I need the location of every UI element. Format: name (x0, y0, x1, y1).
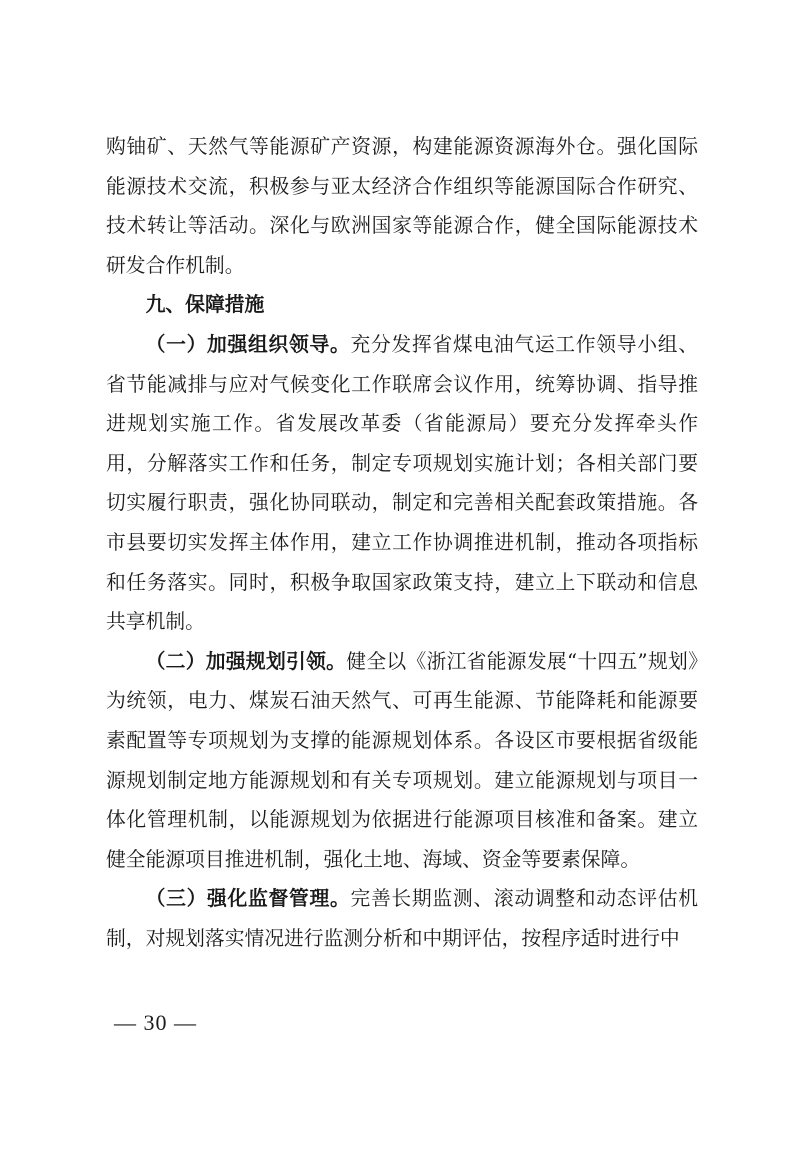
paragraph-text: 完善长期监测、滚动调整和动态评估机制，对规划落实情况进行监测分析和中期评估，按程序适时进行中 (106, 887, 698, 950)
document-body (106, 127, 698, 958)
section-heading: 九、保障措施 (145, 293, 265, 317)
paragraph-planning (106, 642, 698, 880)
paragraph-continuation (106, 127, 698, 285)
paragraph-lead: （一）加强组织领导。 (145, 332, 351, 356)
paragraph-organization (106, 325, 698, 642)
paragraph-text: 健全以《浙江省能源发展“十四五”规划》为统领，电力、煤炭石油天然气、可再生能源、节能降耗和能源要素配置等专项规划为支撑的能源规划体系。各设区市要根据省级能源规划制定地方能源规划和有关专项规划。建立能源规划与项目一体化管理机制，以能源规划为依据进行能源项目核准和备案。建立健全能源项目推进机制，强化土地、海域、资金等要素保障。 (106, 649, 698, 871)
paragraph-text: 购铀矿、天然气等能源矿产资源，构建能源资源海外仓。强化国际能源技术交流，积极参与亚太经济合作组织等能源国际合作研究、技术转让等活动。深化与欧洲国家等能源合作，健全国际能源技术研发合作机制。 (106, 135, 698, 277)
paragraph-lead: （二）加强规划引领。 (145, 649, 347, 673)
paragraph-text: 充分发挥省煤电油气运工作领导小组、省节能减排与应对气候变化工作联席会议作用，统筹协调、指导推进规划实施工作。省发展改革委（省能源局）要充分发挥牵头作用，分解落实工作和任务，制定专项规划实施计划；各相关部门要切实履行职责，强化协同联动，制定和完善相关配套政策措施。各市县要切实发挥主体作用，建立工作协调推进机制，推动各项指标和任务落实。同时，积极争取国家政策支持，建立上下联动和信息共享机制。 (106, 332, 698, 634)
paragraph-supervision (106, 879, 698, 958)
page-number: — 30 — (114, 1010, 197, 1035)
paragraph-lead: （三）强化监督管理。 (145, 887, 351, 911)
